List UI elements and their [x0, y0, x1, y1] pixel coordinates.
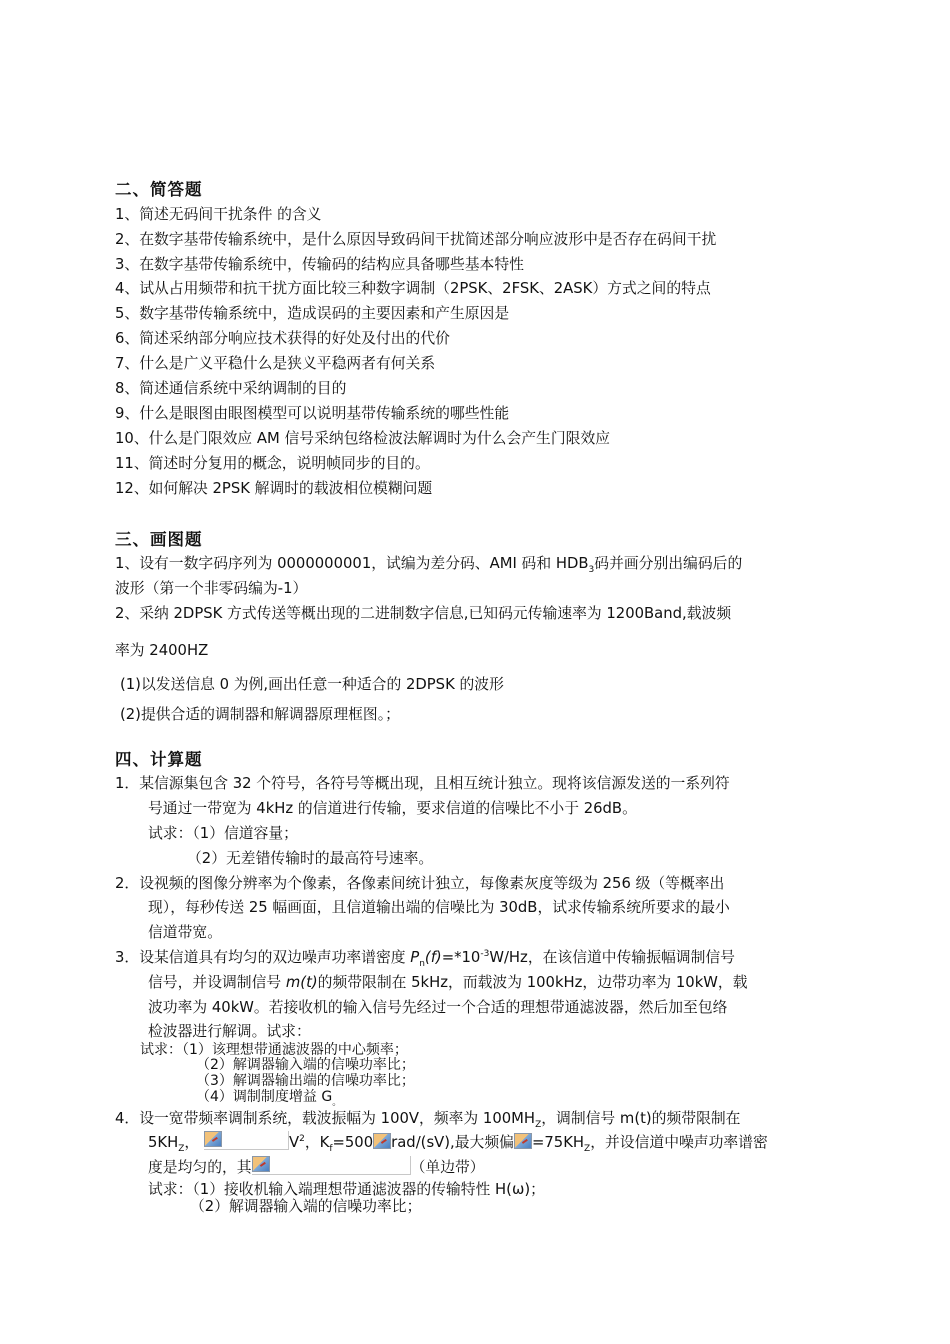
- sub-question: （3）解调器输出端的信噪功率比；: [196, 1073, 415, 1089]
- subscript: 。: [332, 1097, 342, 1108]
- question-text: [148, 971, 748, 992]
- text-span: W/Hz，在该信道中传输振幅调制信号: [489, 949, 735, 966]
- sub-question: 试求：（1）接收机输入端理想带通滤波器的传输特性 H(ω)；: [148, 1181, 545, 1198]
- list-item: 11、简述时分复用的概念，说明帧同步的目的。: [115, 455, 430, 472]
- list-item: 10、什么是门限效应 AM 信号采纳包络检波法解调时为什么会产生门限效应: [115, 430, 611, 447]
- list-item: 7、什么是广义平稳什么是狭义平稳两者有何关系: [115, 355, 436, 372]
- subscript: Z: [584, 1143, 591, 1154]
- text-span: 5KH: [148, 1134, 179, 1151]
- sub-question: （2）解调器输入端的信噪功率比；: [190, 1198, 422, 1215]
- question-text: [115, 1107, 740, 1128]
- question-text: 信道带宽。: [148, 924, 222, 941]
- text-span: 信号，并设调制信号: [148, 974, 286, 991]
- question-text: 2、采纳 2DPSK 方式传送等概出现的二进制数字信息,已知码元传输速率为 1200Band,载波频: [115, 605, 732, 622]
- broken-image-icon: [252, 1156, 411, 1175]
- text-span: 度是均匀的，其: [148, 1159, 252, 1176]
- image-placeholder-icon: [204, 1131, 222, 1147]
- sub-question: 试求：（1）信道容量；: [148, 825, 298, 842]
- question-text: 率为 2400HZ: [115, 642, 209, 659]
- question-text: [115, 552, 742, 573]
- list-item: 12、如何解决 2PSK 解调时的载波相位模糊问题: [115, 480, 433, 497]
- text-span: 码并画分别出编码后的: [594, 555, 743, 572]
- question-text: 现），每秒传送 25 幅画面，且信道输出端的信噪比为 30dB，试求传输系统所要求的最小: [148, 899, 730, 916]
- question-text: [115, 946, 735, 967]
- text-span: ，K: [304, 1134, 330, 1151]
- section-title-drawing: 三、画图题: [115, 530, 203, 549]
- text-span: 3．设某信道具有均匀的双边噪声功率谱密度: [115, 949, 411, 966]
- sub-question: [196, 1089, 342, 1108]
- text-span: P: [410, 949, 420, 966]
- sub-question: (2)提供合适的调制器和解调器原理框图。；: [120, 706, 400, 723]
- text-span: ，并设信道中噪声功率谱密: [590, 1134, 768, 1151]
- list-item: 6、简述采纳部分响应技术获得的好处及付出的代价: [115, 330, 450, 347]
- text-span: （4）调制制度增益 G: [196, 1089, 333, 1105]
- list-item: 9、什么是眼图由眼图模型可以说明基带传输系统的哪些性能: [115, 405, 510, 422]
- question-text: 波形（第一个非零码编为-1）: [115, 580, 308, 597]
- question-text: 波功率为 40kW。若接收机的输入信号先经过一个合适的理想带通滤波器，然后加至包络: [148, 999, 728, 1016]
- question-text: 1．某信源集包含 32 个符号，各符号等概出现，且相互统计独立。现将该信源发送的一系列符: [115, 775, 730, 792]
- broken-image-icon: [204, 1131, 289, 1150]
- text-span: 的频带限制在 5kHz，而载波为 100kHz，边带功率为 10kW，载: [317, 974, 748, 991]
- broken-image-icon: [373, 1133, 391, 1149]
- broken-image-icon: [514, 1133, 532, 1149]
- text-span: ，: [184, 1134, 200, 1151]
- subscript: n: [419, 958, 425, 969]
- text-span: 4．设一宽带频率调制系统，载波振幅为 100V，频率为 100MH: [115, 1110, 536, 1127]
- superscript: -3: [480, 949, 490, 960]
- question-text: 2．设视频的图像分辨率为个像素，各像素间统计独立，每像素灰度等级为 256 级（等概率出: [115, 875, 725, 892]
- question-text: 检波器进行解调。试求：: [148, 1023, 311, 1040]
- subscript: 3: [588, 564, 595, 575]
- section-title-short-answer: 二、简答题: [115, 180, 203, 199]
- subscript: Z: [178, 1143, 185, 1154]
- list-item: 5、数字基带传输系统中，造成误码的主要因素和产生原因是: [115, 305, 510, 322]
- text-span: (f): [424, 949, 442, 966]
- sub-question: （2）无差错传输时的最高符号速率。: [187, 850, 434, 867]
- list-item: 3、在数字基带传输系统中，传输码的结构应具备哪些基本特性: [115, 256, 524, 273]
- text-span: 1、设有一数字码序列为 0000000001，试编为差分码、AMI 码和 HDB: [115, 555, 589, 572]
- sub-question: (1)以发送信息 0 为例,画出任意一种适合的 2DPSK 的波形: [120, 676, 504, 693]
- text-span: （单边带）: [410, 1159, 485, 1176]
- text-span: m(t): [285, 974, 318, 991]
- superscript: 2: [299, 1134, 305, 1145]
- list-item: 2、在数字基带传输系统中，是什么原因导致码间干扰简述部分响应波形中是否存在码间干扰: [115, 231, 717, 248]
- subscript: f: [329, 1143, 333, 1154]
- list-item: 4、试从占用频带和抗干扰方面比较三种数字调制（2PSK、2FSK、2ASK）方式之间的特点: [115, 280, 711, 297]
- subscript: Z: [535, 1119, 542, 1130]
- text-span: V: [288, 1134, 300, 1151]
- question-text: [148, 1156, 485, 1177]
- question-text: 号通过一带宽为 4kHz 的信道进行传输，要求信道的信噪比不小于 26dB。: [148, 800, 637, 817]
- text-span: rad/(sV),最大频偏: [391, 1134, 514, 1151]
- sub-question: （2）解调器输入端的信噪功率比；: [196, 1057, 415, 1073]
- list-item: 8、简述通信系统中采纳调制的目的: [115, 380, 347, 397]
- text-span: =*10: [441, 949, 481, 966]
- list-item: 1、简述无码间干扰条件 的含义: [115, 206, 322, 223]
- question-text: [148, 1131, 768, 1152]
- section-title-calculation: 四、计算题: [115, 750, 203, 769]
- sub-question: 试求：（1）该理想带通滤波器的中心频率；: [140, 1042, 408, 1058]
- text-span: =500: [332, 1134, 374, 1151]
- text-span: =75KH: [531, 1134, 585, 1151]
- text-span: ，调制信号 m(t)的频带限制在: [541, 1110, 741, 1127]
- image-placeholder-icon: [252, 1156, 270, 1172]
